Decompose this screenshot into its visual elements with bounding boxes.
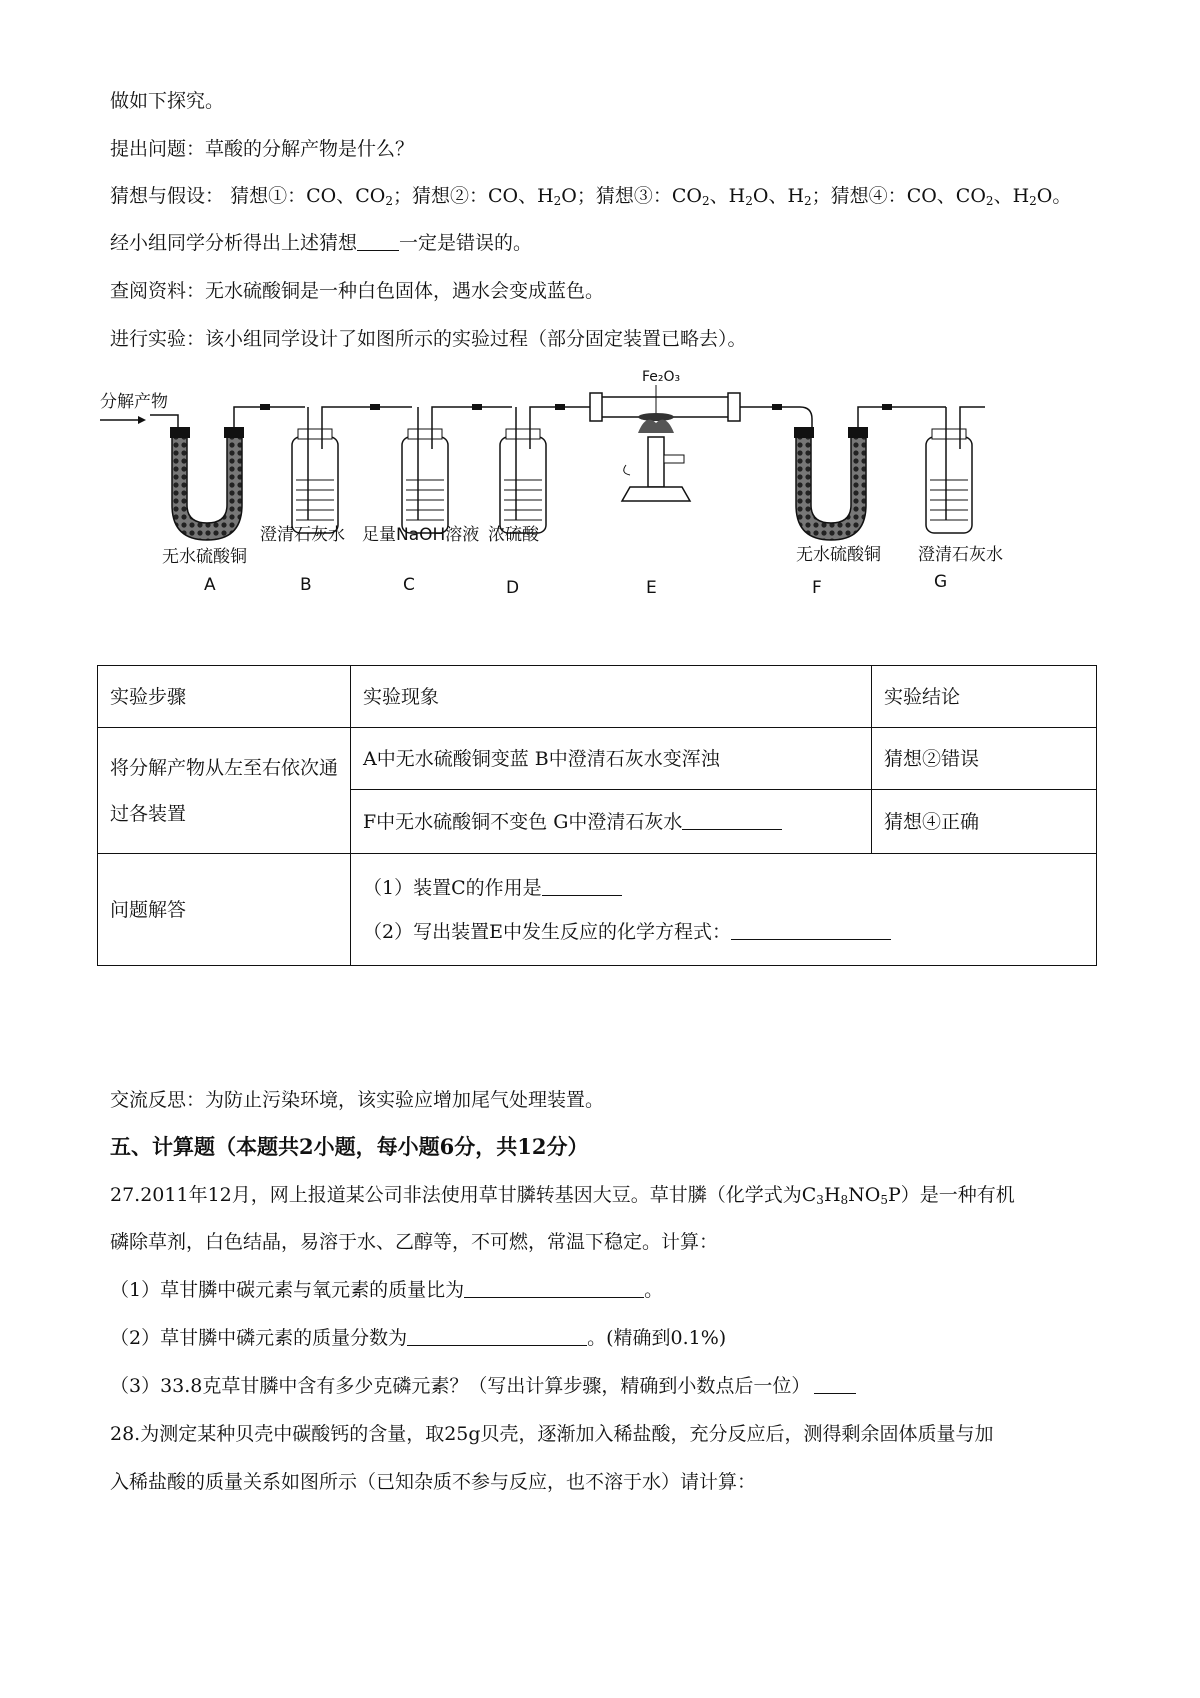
question-line: 提出问题：草酸的分解产物是什么？ (110, 138, 415, 160)
reagent-label-a: 无水硫酸铜 (162, 547, 247, 567)
p27-q3: （3）33.8克草甘膦中含有多少克磷元素？（写出计算步骤，精确到小数点后一位） (110, 1373, 856, 1399)
bottle-b (292, 407, 412, 533)
header-step: 实验步骤 (98, 666, 351, 728)
p27-q2: （2）草甘膦中磷元素的质量分数为 。(精确到0.1%) (110, 1327, 727, 1349)
p28-line1: 28.为测定某种贝壳中碳酸钙的含量，取25g贝壳，逐渐加入稀盐酸，充分反应后，测得剩余固体质量与加 (110, 1423, 994, 1445)
bottle-c (402, 407, 512, 533)
reagent-label-f: 无水硫酸铜 (796, 545, 881, 565)
p27-q1: （1）草甘膦中碳元素与氧元素的质量比为 。 (110, 1279, 664, 1301)
reagent-label-g: 澄清石灰水 (918, 545, 1003, 565)
analysis-line: 经小组同学分析得出上述猜想 一定是错误的。 (110, 232, 533, 254)
qa-label: 问题解答 (98, 854, 351, 966)
answer-blank[interactable] (464, 1279, 644, 1298)
reagent-label-d: 浓硫酸 (488, 525, 539, 545)
qa-question-1: （1）装置C的作用是 (363, 866, 1084, 910)
observation-1: A中无水硫酸铜变蓝 B中澄清石灰水变浑浊 (351, 728, 872, 790)
answer-blank[interactable] (814, 1375, 856, 1394)
letter-a: A (204, 575, 216, 595)
hypothesis-line: 猜想与假设： 猜想①：CO、$CO_2$；猜想②：CO、$H_2O$；猜想③：$CO_2$、$H_2O$、$H_2$；猜想④：CO、$CO_2$、$H_2O$。 (110, 185, 1072, 208)
bottle-g (926, 407, 985, 533)
reaction-tube-e (590, 369, 812, 501)
experiment-table (97, 665, 1097, 966)
bottle-d (500, 407, 592, 533)
letter-b: B (300, 575, 312, 595)
letter-d: D (506, 578, 520, 598)
reference-line: 查阅资料：无水硫酸铜是一种白色固体，遇水会变成蓝色。 (110, 280, 605, 302)
p27-line2: 磷除草剂，白色结晶，易溶于水、乙醇等，不可燃，常温下稳定。计算： (110, 1231, 719, 1253)
conclusion-1: 猜想②错误 (872, 728, 1097, 790)
fe2o3-label: Fe₂O₃ (642, 369, 681, 385)
reagent-label-b: 澄清石灰水 (260, 525, 345, 545)
header-conclusion: 实验结论 (872, 666, 1097, 728)
p28-line2: 入稀盐酸的质量关系如图所示（已知杂质不参与反应，也不溶于水）请计算： (110, 1471, 757, 1493)
header-observation: 实验现象 (351, 666, 872, 728)
observation-2: F中无水硫酸铜不变色 G中澄清石灰水 (351, 790, 872, 854)
qa-cell (351, 854, 1097, 966)
u-tube-a (170, 407, 305, 540)
answer-blank[interactable] (407, 1327, 587, 1346)
apparatus-diagram (100, 369, 1110, 655)
answer-blank[interactable] (357, 232, 399, 251)
letter-e: E (646, 578, 657, 598)
letter-f: F (812, 578, 822, 598)
u-tube-f (794, 407, 946, 540)
step-cell: 将分解产物从左至右依次通过各装置 (98, 728, 351, 854)
intro-line: 做如下探究。 (110, 90, 225, 112)
reagent-label-c: 足量NaOH溶液 (362, 525, 480, 545)
letter-g: G (934, 572, 948, 592)
section-heading: 五、计算题（本题共2小题，每小题6分，共12分） (110, 1134, 589, 1159)
conclusion-2: 猜想④正确 (872, 790, 1097, 854)
qa-question-2: （2）写出装置E中发生反应的化学方程式： (363, 910, 1084, 954)
answer-blank[interactable] (682, 811, 782, 830)
letter-c: C (403, 575, 415, 595)
answer-blank[interactable] (731, 921, 891, 940)
answer-blank[interactable] (542, 877, 622, 896)
p27-line1: 27.2011年12月，网上报道某公司非法使用草甘膦转基因大豆。草甘膦（化学式为$C_3H_8NO_5P$）是一种有机 (110, 1184, 1015, 1207)
reflection-line: 交流反思：为防止污染环境，该实验应增加尾气处理装置。 (110, 1089, 605, 1111)
inlet-label: 分解产物 (100, 392, 168, 412)
experiment-intro-line: 进行实验：该小组同学设计了如图所示的实验过程（部分固定装置已略去）。 (110, 328, 747, 350)
